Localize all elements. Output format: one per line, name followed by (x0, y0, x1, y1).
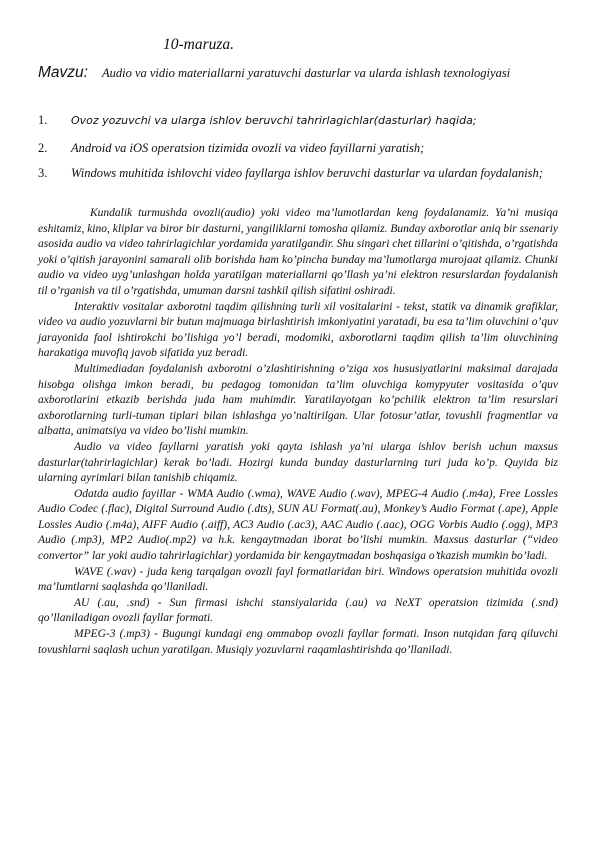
outline-item-1 (38, 111, 558, 130)
body-paragraph: Kundalik turmushda ovozli(audio) yoki video ma’lumotlardan keng foydalanamiz. Ya’ni musiqa eshitamiz, kino, kliplar va biror bir dasturni, yangiliklarni tomosha qilamiz. Bunday axborotlar aniq bir ssenariy asosida audio va video tahrirlagichlar yordamida yaratilgandir. Shu singari chet tillarini o’qitishda, o’rgatishda yoki o’qitish jarayonini samarali olib borishda ham ko’pincha bunday ma’lumotlarga murojaat qilamiz. Chunki audio va video uyg’unlashgan holda yaratilgan materiallarni qo’llash ya’ni elektron resurslardan foydalanish til o’rganish va til o’rgatishda, umuman darsni tashkil qilish sifatini oshiradi. (38, 207, 558, 297)
outline-item-number: 3. (38, 166, 48, 180)
outline-item-3 (38, 164, 558, 182)
outline-item-number: 2. (38, 141, 48, 155)
outline-item-2 (38, 139, 558, 157)
topic-line (38, 64, 558, 82)
body-paragraph: Multimediadan foydalanish axborotni o’zlashtirishning o’ziga xos hususiyatlarini maksimal darajada hisobga olishga imkon beradi, bu pedagog tomonidan ta’lim oluvchiga komypyuter vositasida o’quv axborotlarini etkazib berishda juda ham muhimdir. Yaratilayotgan ko’pchilik elektron ta’lim resurslari axborotlarning turli-tuman tiplari bilan ishlashga yo’naltirilgan. Ular fotosur’atlar, tovushli fragmentlar va albatta, animatsiya va video bo’lishi mumkin. (38, 362, 558, 438)
outline-item-text: Android va iOS operatsion tizimida ovozli va video fayillarni yaratish; (71, 141, 425, 155)
body-paragraph: WAVE (.wav) - juda keng tarqalgan ovozli fayl formatlaridan biri. Windows operatsion muhitida ovozli ma’lumtlarni saqlashda qo’llaniladi. (38, 565, 558, 594)
topic-label: Mavzu: (38, 64, 88, 81)
topic-text: Audio va vidio materiallarni yaratuvchi dasturlar va ularda ishlash texnologiyasi (101, 66, 511, 80)
body-paragraph: Audio va video fayllarni yaratish yoki qayta ishlash ya’ni ularga ishlov berish uchun maxsus dasturlar(tahrirlagichlar) kerak bo’ladi. Hozirgi kunda bunday dasturlarning turi juda ko’p. Quyida biz ularning ayrimlari bilan tanishib chiqamiz. (38, 440, 558, 485)
lecture-body (38, 206, 558, 658)
lecture-title: 10-maruza. (163, 36, 235, 53)
body-paragraph: MPEG-3 (.mp3) - Bugungi kundagi eng ommabop ovozli fayllar formati. Inson nutqidan farq qiluvchi tovushlarni saqlash uchun yaratilgan. Musiqiy yozuvlarni raqamlashtirishda qo’llaniladi. (38, 628, 558, 656)
outline-item-number: 1. (38, 113, 48, 127)
body-paragraph: AU (.au, .snd) - Sun firmasi ishchi stansiyalarida (.au) va NeXT operatsion tizimida (.snd) qo’llaniladigan ovozli fayllar formati. (38, 596, 558, 625)
outline-item-text: Ovoz yozuvchi va ularga ishlov beruvchi tahrirlagichlar(dasturlar) haqida; (71, 114, 477, 127)
body-paragraph: Interaktiv vositalar axborotni taqdim qilishning turli xil vositalarini - tekst, statik va dinamik grafiklar, video va audio yozuvlarni bir butun majmuaga birlashtirish imkoniyatini yaratadi, bu esa ta’lim oluvchini o’quv jarayonida faol ishtirokchi bo’lishiga yo’l beradi, modomiki, axborotlarni taqdim qilish ta’lim oluvchining harakatiga muvofiq javob sifatida yuz beradi. (38, 300, 558, 360)
body-paragraph: Odatda audio fayillar - WMA Audio (.wma), WAVE Audio (.wav), MPEG-4 Audio (.m4a), Free Lossles Audio Codec (.flac), Digital Surround Audio (.dts), SUN AU Format(.au), Monkey’s Audio Format (.ape), Apple Lossles Audio (.m4a), AIFF Audio (.aiff), AC3 Audio (.ac3), AAC Audio (.aac), OGG Vorbis Audio (.ogg), MP3 Audio (.mp3), MP2 Audio(.mp2) va h.k. kengaytmadan iborat bo’lishi mumkin. Maxsus dasturlar (“video convertor” lar yoki audio tahrirlagichlar) yordamida bir kengaytmadan boshqasiga o’tkazish mumkin bo’ladi. (38, 487, 558, 563)
outline-item-text: Windows muhitida ishlovchi video fayllarga ishlov beruvchi dasturlar va ulardan foydalanish; (71, 166, 543, 180)
